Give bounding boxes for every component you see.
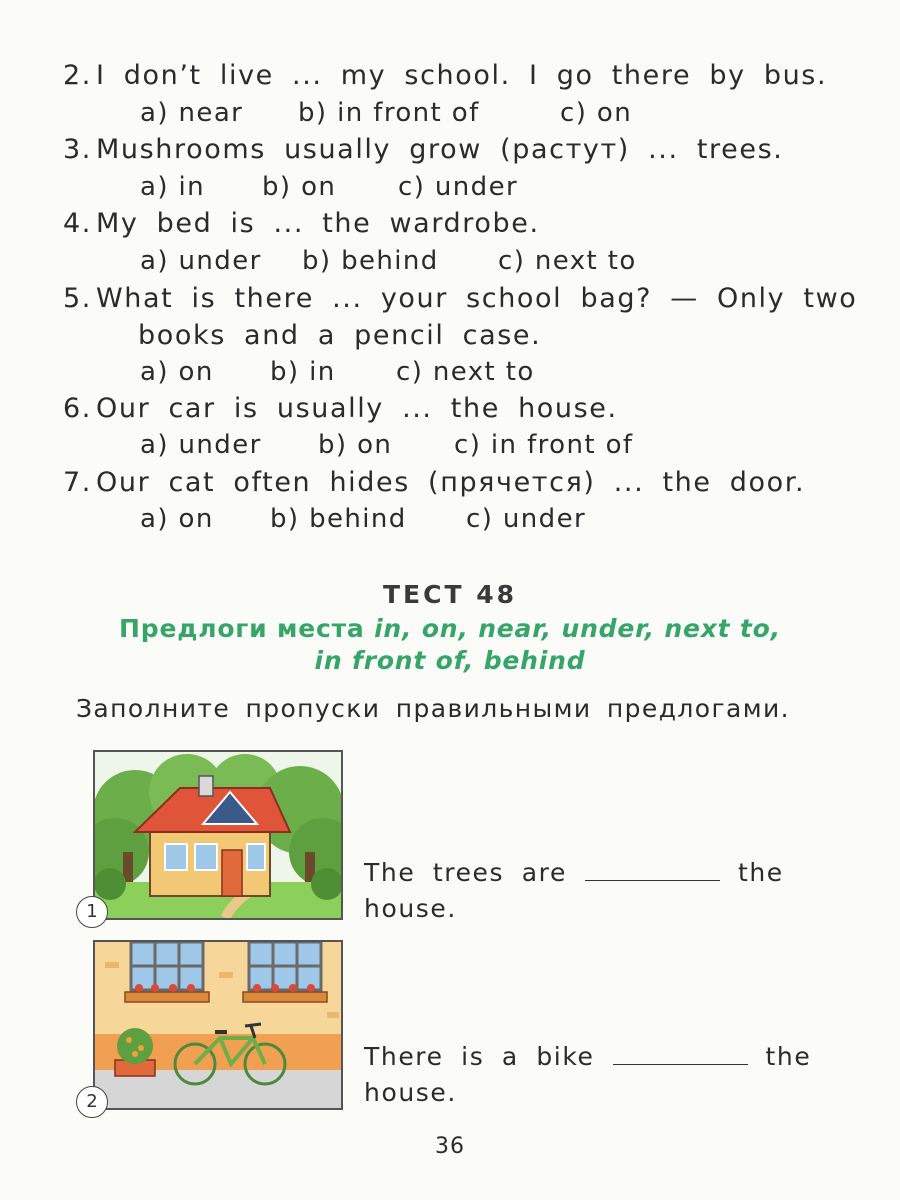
option-c[interactable]: c) under <box>398 172 519 202</box>
question-2: 2. I don’t live ... my school. I go there by bus. <box>63 60 828 91</box>
option-b[interactable]: b) in front of <box>298 98 480 128</box>
option-c[interactable]: c) in front of <box>454 430 634 460</box>
question-5-options <box>140 357 535 387</box>
question-3-options <box>140 172 518 202</box>
option-a[interactable]: a) on <box>140 504 214 534</box>
option-b[interactable]: b) behind <box>270 504 407 534</box>
instruction: Заполните пропуски правильными предлогами. <box>76 694 790 723</box>
option-b[interactable]: b) on <box>318 430 393 460</box>
option-b[interactable]: b) behind <box>302 246 439 276</box>
option-a[interactable]: a) in <box>140 172 206 202</box>
house-trees-image <box>95 752 341 918</box>
test-subtitle-line-2: in front of, behind <box>314 646 586 675</box>
question-5: 5. What is there ... your school bag? — Only two <box>63 283 858 314</box>
answer-blank-2[interactable] <box>613 1044 748 1065</box>
test-subtitle-line-1: Предлоги места in, on, near, under, next to, <box>119 614 781 643</box>
answer-blank-1[interactable] <box>585 860 720 881</box>
question-7-options <box>140 504 586 534</box>
question-6: 6. Our car is usually ... the house. <box>63 393 618 424</box>
question-7: 7. Our cat often hides (прячется) ... the door. <box>63 467 806 498</box>
question-5-line-2: books and a pencil case. <box>138 320 542 351</box>
house-trees-illustration <box>93 750 343 920</box>
page-number: 36 <box>435 1134 465 1159</box>
question-2-options <box>140 98 632 128</box>
option-b[interactable]: b) on <box>262 172 337 202</box>
option-a[interactable]: a) on <box>140 357 214 387</box>
exercise-1-sentence-line-2: house. <box>364 894 457 923</box>
exercise-2-sentence-line-2: house. <box>364 1078 457 1107</box>
question-3: 3. Mushrooms usually grow (растут) ... trees. <box>63 134 784 165</box>
question-4-options <box>140 246 637 276</box>
option-a[interactable]: a) near <box>140 98 244 128</box>
option-c[interactable]: c) on <box>560 98 633 128</box>
exercise-number-badge: 2 <box>76 1086 108 1118</box>
question-6-options <box>140 430 633 460</box>
exercise-2-sentence: There is a bike the <box>364 1042 812 1071</box>
option-c[interactable]: c) next to <box>498 246 637 276</box>
option-a[interactable]: a) under <box>140 430 262 460</box>
exercise-1-sentence: The trees are the <box>364 858 784 887</box>
bike-house-illustration <box>93 940 343 1110</box>
exercise-number-badge: 1 <box>76 896 108 928</box>
bike-house-image <box>95 942 341 1108</box>
question-4: 4. My bed is ... the wardrobe. <box>63 208 540 239</box>
option-c[interactable]: c) next to <box>396 357 535 387</box>
option-a[interactable]: a) under <box>140 246 262 276</box>
option-c[interactable]: c) under <box>466 504 587 534</box>
option-b[interactable]: b) in <box>270 357 336 387</box>
test-title: ТЕСТ 48 <box>382 580 518 609</box>
